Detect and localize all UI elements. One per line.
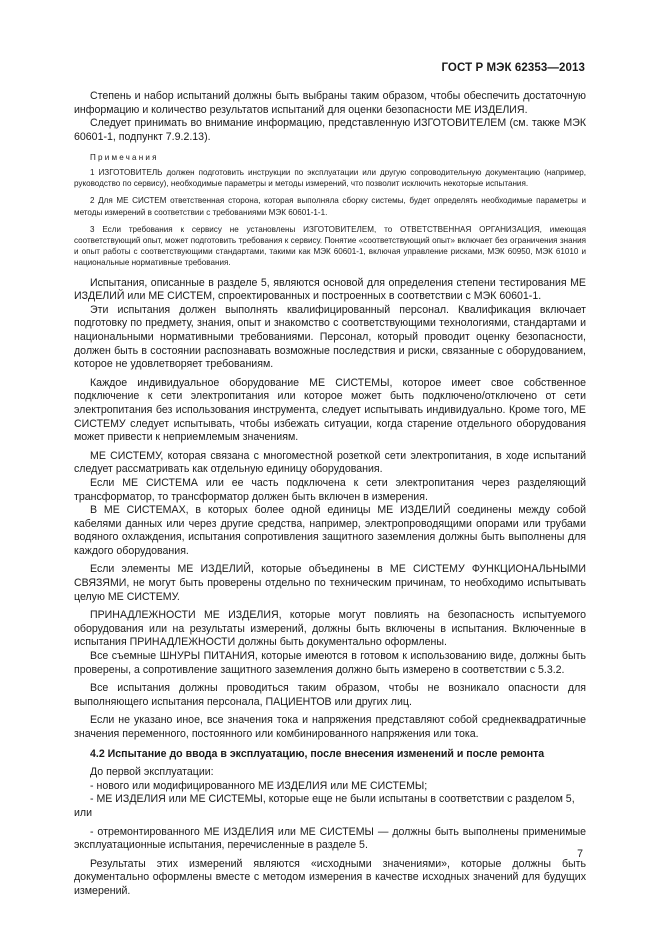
paragraph-separating-transformer: Если МЕ СИСТЕМА или ее часть подключена к сети электропитания через разделяющий трансформатор, то трансформатор должен быть включен в измерения. <box>74 476 586 503</box>
paragraph-section5-basis: Испытания, описанные в разделе 5, являются основой для определения степени тестирования МЕ ИЗДЕЛИЙ или МЕ СИСТЕМ, спроектированных и построенных в соответствии с МЭК 60601-1. <box>74 276 586 303</box>
paragraph-individual-equipment: Каждое индивидуальное оборудование МЕ СИСТЕМЫ, которое имеет свое собственное подключение к сети электропитания или которое может быть подключено/отключено от сети электропитания без использования инструмента, следует испытывать индивидуально. Кроме того, МЕ СИСТЕМУ следует испытывать, чтобы избежать ситуации, когда старение отдельного оборудования может привести к неприемлемым значениям. <box>74 376 586 444</box>
standard-id-header: ГОСТ Р МЭК 62353—2013 <box>441 62 585 74</box>
list-item-repaired-device: - отремонтированного МЕ ИЗДЕЛИЯ или МЕ СИСТЕМЫ — должны быть выполнены применимые эксплуатационные испытания, перечисленные в разделе 5. <box>74 825 586 852</box>
paragraph-rms-values: Если не указано иное, все значения тока и напряжения представляют собой среднеквадратичные значения переменного, постоянного или комбинированного напряжения или тока. <box>74 714 586 740</box>
note-3: 3 Если требования к сервису не установлены ИЗГОТОВИТЕЛЕМ, то ОТВЕТСТВЕННАЯ ОРГАНИЗАЦИЯ, имеющая соответствующий опыт, может подготовить требования к сервису. Понятие «соответствующий опыт» включает без ограничения знания и опыт работы с соответствующими стандартами, такими как МЭК 60601-1, включая управление рисками, МЭК 60950, МЭК 61010 и национальные нормативные требования. <box>74 224 586 268</box>
paragraph-manufacturer-info: Следует принимать во внимание информацию, представленную ИЗГОТОВИТЕЛЕМ (см. также МЭК 60601-1, подпункт 7.9.2.13). <box>74 117 586 143</box>
list-item-new-device: - нового или модифицированного МЕ ИЗДЕЛИЯ или МЕ СИСТЕМЫ; <box>90 779 428 792</box>
document-body <box>74 90 586 899</box>
paragraph-reference-values: Результаты этих измерений являются «исходными значениями», которые должны быть документально оформлены вместе с методом измерения в качестве исходных значений для будущих измерений. <box>74 857 586 897</box>
or-connector: или <box>74 806 93 819</box>
note-1: 1 ИЗГОТОВИТЕЛЬ должен подготовить инструкции по эксплуатации или другую сопроводительную документацию (например, руководство по сервису), необходимые параметры и методы измерений, что позволит исключить некоторые испытания. <box>74 167 586 189</box>
section-heading-4-2: 4.2 Испытание до ввода в эксплуатацию, после внесения изменений и после ремонта <box>90 747 545 760</box>
paragraph-protective-earth: В МЕ СИСТЕМАХ, в которых более одной единицы МЕ ИЗДЕЛИЙ соединены между собой кабелями данных или через другие средства, например, электропроводящими опорами или трубами водяного охлаждения, испытания сопротивления защитного заземления должны быть выполнены для каждого оборудования. <box>74 504 586 557</box>
paragraph-test-scope: Степень и набор испытаний должны быть выбраны таким образом, чтобы обеспечить достаточную информацию и количество результатов испытаний для оценки безопасности МЕ ИЗДЕЛИЯ. <box>74 90 586 116</box>
notes-title: Примечания <box>90 153 159 163</box>
paragraph-qualified-personnel: Эти испытания должен выполнять квалифицированный персонал. Квалификация включает подготовку по предмету, знания, опыт и знакомство с соответствующими технологиями, стандартами и национальными нормативными требованиями. Персонал, который проводит оценку безопасности, должен быть в состоянии распознавать возможные последствия и риски, связанные с оборудованием, которое не удовлетворяет требованиям. <box>74 303 586 371</box>
paragraph-safety-of-personnel: Все испытания должны проводиться таким образом, чтобы не возникало опасности для выполняющего испытания персонала, ПАЦИЕНТОВ или других лиц. <box>74 682 586 708</box>
page-number: 7 <box>577 848 583 860</box>
paragraph-functional-connections: Если элементы МЕ ИЗДЕЛИЙ, которые объединены в МЕ СИСТЕМУ ФУНКЦИОНАЛЬНЫМИ СВЯЗЯМИ, не могут быть проверены отдельно по техническим причинам, то необходимо испытывать целую МЕ СИСТЕМУ. <box>74 563 586 603</box>
paragraph-before-first-use: До первой эксплуатации: <box>90 766 214 779</box>
note-2: 2 Для МЕ СИСТЕМ ответственная сторона, которая выполняла сборку системы, будет определять необходимые параметры и методы измерений в соответствии с требованиями МЭК 60601-1-1. <box>74 196 586 217</box>
list-item-untested-device: - МЕ ИЗДЕЛИЯ или МЕ СИСТЕМЫ, которые еще не были испытаны в соответствии с разделом 5, <box>90 793 575 806</box>
paragraph-multiple-socket: МЕ СИСТЕМУ, которая связана с многоместной розеткой сети электропитания, в ходе испытаний следует рассматривать как отдельную единицу оборудования. <box>74 449 586 476</box>
paragraph-power-cords: Все съемные ШНУРЫ ПИТАНИЯ, которые имеются в готовом к использованию виде, должны быть проверены, а сопротивление защитного заземления должно быть измерено в соответствии с 5.3.2. <box>74 650 586 676</box>
paragraph-accessories: ПРИНАДЛЕЖНОСТИ МЕ ИЗДЕЛИЯ, которые могут повлиять на безопасность испытуемого оборудования или на результаты измерений, должны быть включены в испытания. Включенные в испытания ПРИНАДЛЕЖНОСТИ должны быть документально оформлены. <box>74 609 586 649</box>
